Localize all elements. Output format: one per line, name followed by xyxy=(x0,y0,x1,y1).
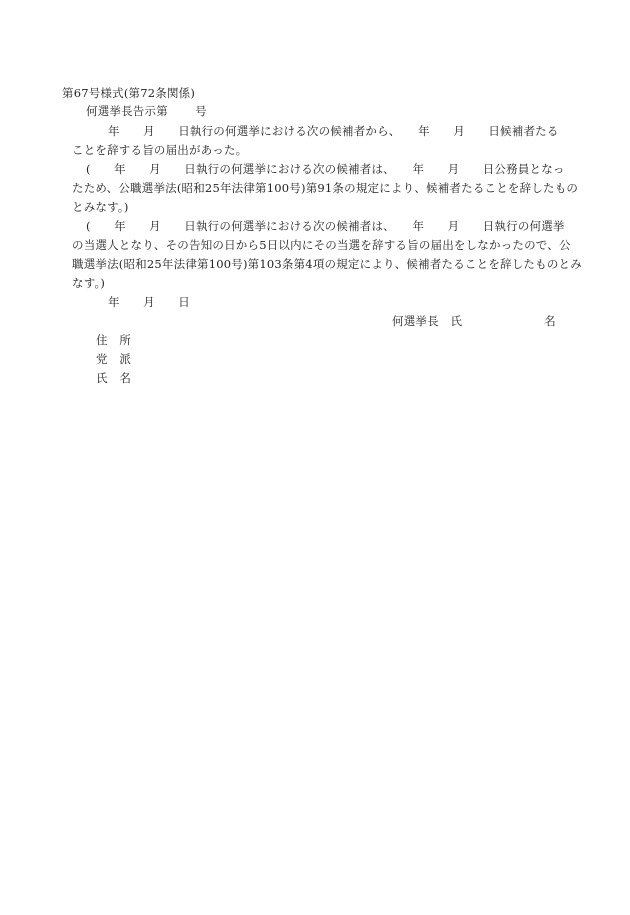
paragraph-2-line-3: とみなす。) xyxy=(72,200,129,214)
paragraph-1-line-2: ことを辞する旨の届出があった。 xyxy=(72,143,248,157)
paragraph-3-line-1: ( 年 月 日執行の何選挙における次の候補者は、 年 月 日執行の何選挙 xyxy=(86,219,565,233)
field-name-label: 氏 名 xyxy=(96,371,132,385)
paragraph-3-line-4: なす。) xyxy=(72,276,106,290)
signature-line: 何選挙長 氏 名 xyxy=(392,314,556,328)
paragraph-3-line-3: 職選挙法(昭和25年法律第100号)第103条第4項の規定により、候補者たることを辞したものとみ xyxy=(72,257,582,271)
paragraph-2-line-1: ( 年 月 日執行の何選挙における次の候補者は、 年 月 日公務員となっ xyxy=(86,162,565,176)
paragraph-3-line-2: の当選人となり、その告知の日から5日以内にその当選を辞する旨の届出をしなかったので、公 xyxy=(72,238,571,252)
date-line: 年 月 日 xyxy=(108,295,190,309)
field-address-label: 住 所 xyxy=(96,333,132,347)
field-party-label: 党 派 xyxy=(96,352,132,366)
form-title: 第67号様式(第72条関係) xyxy=(62,86,196,100)
paragraph-2-line-2: たため、公職選挙法(昭和25年法律第100号)第91条の規定により、候補者たることを辞したもの xyxy=(72,181,579,195)
notice-number: 何選挙長告示第 号 xyxy=(86,104,207,118)
paragraph-1-line-1: 年 月 日執行の何選挙における次の候補者から、 年 月 日候補者たる xyxy=(108,124,559,138)
